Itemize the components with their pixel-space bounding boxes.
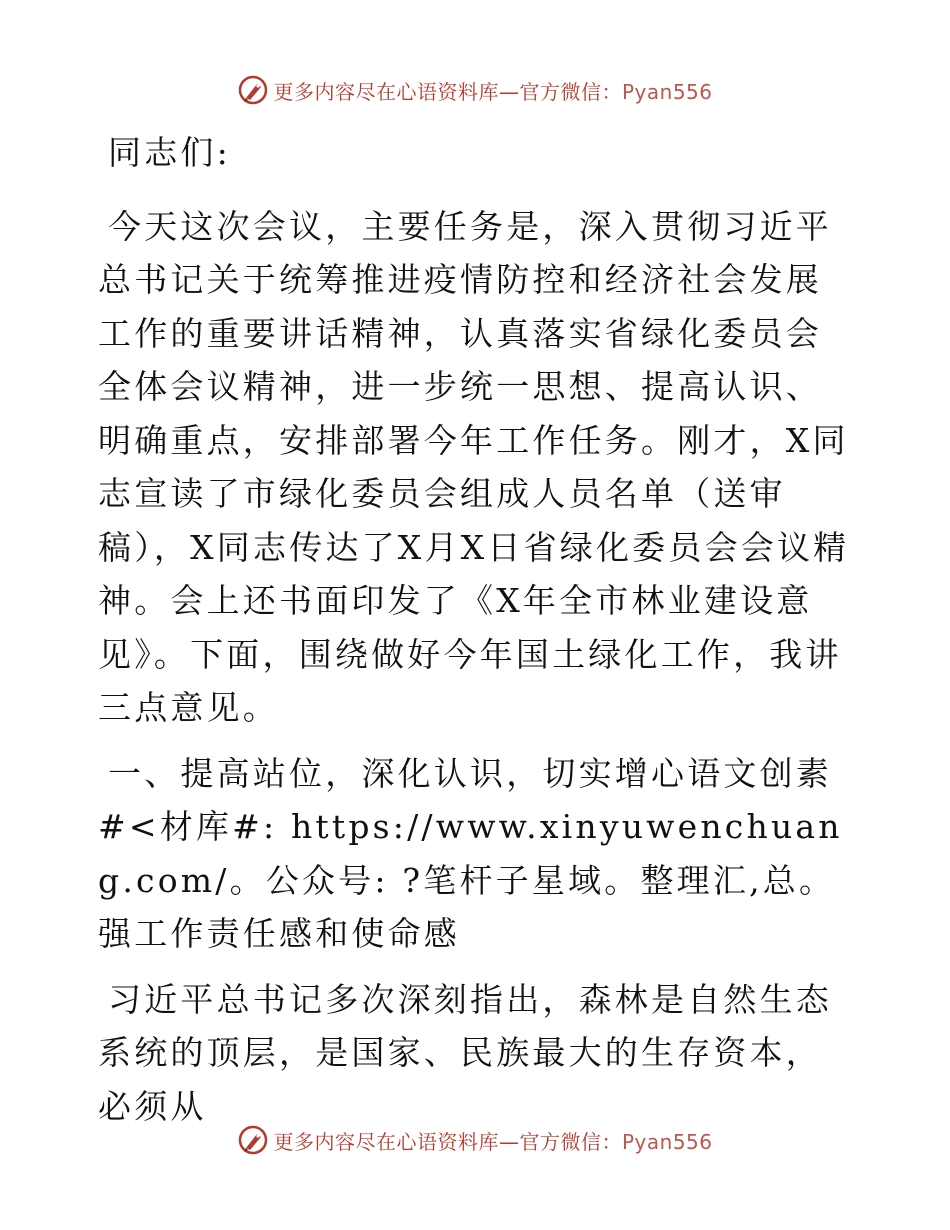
- watermark-text: 更多内容尽在心语资料库—官方微信：Pyan556: [273, 1129, 713, 1154]
- section-heading-1: 一、提高站位，深化认识，切实增心语文创素#<材库#: https://www.xinyuwenchuang.com/。公众号: ?笔杆子星域。整理汇,总。强工作责任感和使命感: [98, 753, 843, 953]
- document-body: [98, 126, 858, 1145]
- greeting: 同志们:: [108, 133, 231, 172]
- footer-watermark: [0, 1120, 950, 1160]
- paragraph-2: 习近平总书记多次深刻指出，森林是自然生态系统的顶层，是国家、民族最大的生存资本，必须从: [98, 979, 832, 1126]
- pen-nib-logo-icon: [237, 74, 269, 106]
- header-watermark: [0, 70, 950, 110]
- watermark-wechat-id: Pyan556: [621, 79, 713, 104]
- watermark-text: 更多内容尽在心语资料库—官方微信：Pyan556: [273, 79, 713, 104]
- watermark-wechat-id: Pyan556: [621, 1129, 713, 1154]
- paragraph-1: 今天这次会议，主要任务是，深入贯彻习近平总书记关于统筹推进疫情防控和经济社会发展工作的重要讲话精神，认真落实省绿化委员会全体会议精神，进一步统一思想、提高认识、明确重点，安排部署今年工作任务。刚才，X同志宣读了市绿化委员会组成人员名单（送审稿），X同志传达了X月X日省绿化委员会会议精神。会上还书面印发了《X年全市林业建设意见》。下面，围绕做好今年国土绿化工作，我讲三点意见。: [98, 206, 850, 727]
- pen-nib-logo-icon: [237, 1124, 269, 1156]
